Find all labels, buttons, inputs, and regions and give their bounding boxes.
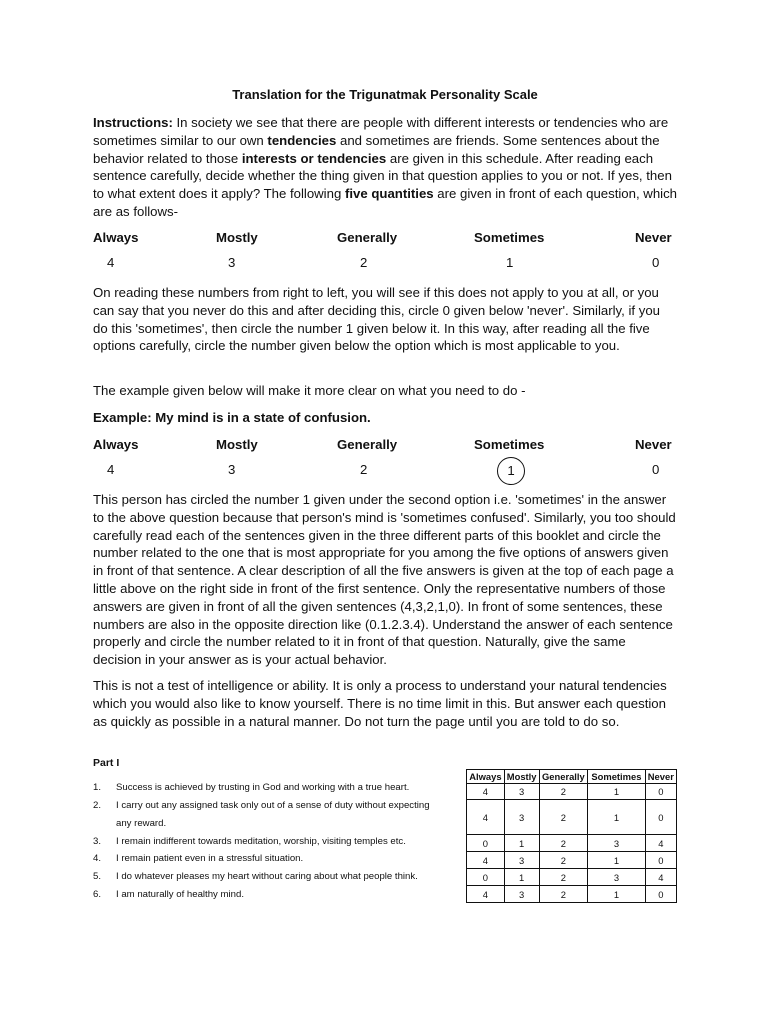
header-never: Never — [645, 770, 676, 784]
scale-values-row — [93, 255, 677, 273]
scale-label-mostly: Mostly — [216, 230, 258, 245]
table-row — [467, 886, 677, 903]
example-header-row — [93, 437, 677, 455]
example-label-mostly: Mostly — [216, 437, 258, 452]
item-number: 5. — [93, 871, 102, 882]
table-cell[interactable]: 4 — [467, 800, 505, 835]
header-mostly: Mostly — [504, 770, 539, 784]
table-cell[interactable]: 4 — [467, 784, 505, 800]
header-sometimes: Sometimes — [588, 770, 645, 784]
instructions-segment: and sometimes are friends. Some sentences about the behavior related to those — [93, 132, 660, 166]
table-cell[interactable]: 0 — [645, 784, 676, 800]
circled-value: 1 — [497, 457, 525, 485]
table-row — [467, 852, 677, 869]
item-number: 1. — [93, 782, 102, 793]
instructions-segment: are given in front of each question, which are as follows- — [93, 186, 678, 219]
example-heading: Example: My mind is in a state of confusion. — [93, 410, 371, 425]
table-cell[interactable]: 4 — [645, 835, 676, 852]
example-label-sometimes: Sometimes — [474, 437, 545, 452]
scale-value: 4 — [107, 255, 115, 270]
item-text: I do whatever pleases my heart without caring about what people think. — [116, 871, 418, 882]
table-cell[interactable]: 4 — [467, 852, 505, 869]
item-text: Success is achieved by trusting in God and working with a true heart. — [116, 782, 410, 793]
table-cell[interactable]: 3 — [588, 869, 645, 886]
response-table-header — [467, 770, 677, 784]
instructions-segment: In society we see that there are people with different interests or tendencies who are sometimes similar to our own — [93, 115, 669, 148]
part-label: Part I — [93, 757, 120, 769]
instructions-segment: interests or tendencies — [241, 150, 387, 166]
table-cell[interactable]: 1 — [588, 852, 645, 869]
table-cell[interactable]: 1 — [504, 835, 539, 852]
example-value: 4 — [107, 462, 115, 477]
header-always: Always — [467, 770, 505, 784]
page-title: Translation for the Trigunatmak Personality Scale — [232, 87, 538, 102]
table-cell[interactable]: 1 — [504, 869, 539, 886]
table-cell[interactable]: 2 — [539, 886, 588, 903]
table-cell[interactable]: 2 — [539, 835, 588, 852]
table-cell[interactable]: 0 — [645, 886, 676, 903]
item-number: 6. — [93, 889, 102, 900]
reading-paragraph: On reading these numbers from right to left, you will see if this does not apply to you at all, or you can say that you never do this and after deciding this, circle 0 given below 'never'. Similarly, if you do this 'sometimes', then circle the number 1 given below it. In this way, after reading all the five options carefully, circle the number given below the option which is most applicable to you. — [93, 285, 661, 354]
scale-value: 2 — [360, 255, 368, 270]
table-row — [467, 869, 677, 886]
example-value: 2 — [360, 462, 368, 477]
example-label-always: Always — [93, 437, 139, 452]
item-text: I remain indifferent towards meditation, worship, visiting temples etc. — [116, 836, 406, 847]
instructions-paragraph — [93, 114, 677, 221]
example-intro: The example given below will make it more clear on what you need to do - — [93, 383, 526, 398]
table-cell[interactable]: 3 — [504, 784, 539, 800]
table-cell[interactable]: 0 — [467, 869, 505, 886]
table-cell[interactable]: 4 — [645, 869, 676, 886]
table-cell[interactable]: 3 — [504, 800, 539, 835]
table-cell[interactable]: 0 — [467, 835, 505, 852]
example-value: 3 — [228, 462, 236, 477]
table-cell[interactable]: 3 — [504, 852, 539, 869]
instructions-segment: Instructions: — [93, 115, 173, 130]
item-text: I remain patient even in a stressful situation. — [116, 853, 304, 864]
table-cell[interactable]: 3 — [588, 835, 645, 852]
example-label-generally: Generally — [337, 437, 398, 452]
scale-label-sometimes: Sometimes — [474, 230, 545, 245]
item-number: 3. — [93, 836, 102, 847]
table-row — [467, 835, 677, 852]
table-row — [467, 784, 677, 800]
example-values-row — [93, 462, 677, 480]
instructions-segment: five quantities — [344, 186, 434, 202]
table-cell[interactable]: 1 — [588, 784, 645, 800]
response-table — [466, 769, 677, 903]
item-text: I carry out any assigned task only out of a sense of duty without expecting any reward. — [116, 800, 430, 829]
table-cell[interactable]: 2 — [539, 800, 588, 835]
scale-header-row — [93, 230, 677, 248]
scale-label-never: Never — [635, 230, 672, 245]
table-cell[interactable]: 2 — [539, 852, 588, 869]
item-text: I am naturally of healthy mind. — [116, 889, 244, 900]
table-cell[interactable]: 2 — [539, 784, 588, 800]
not-a-test-paragraph: This is not a test of intelligence or ability. It is only a process to understand your natural tendencies which you would also like to know yourself. There is no time limit in this. But answer each question as quickly as possible in a natural manner. Do not turn the page until you are told to do so. — [93, 678, 667, 729]
example-value: 0 — [652, 462, 660, 477]
table-cell[interactable]: 4 — [467, 886, 505, 903]
scale-label-always: Always — [93, 230, 139, 245]
table-cell[interactable]: 2 — [539, 869, 588, 886]
scale-value: 1 — [506, 255, 514, 270]
table-cell[interactable]: 1 — [588, 800, 645, 835]
item-number: 2. — [93, 800, 102, 811]
table-cell[interactable]: 3 — [504, 886, 539, 903]
item-number: 4. — [93, 853, 102, 864]
header-generally: Generally — [539, 770, 588, 784]
scale-value: 0 — [652, 255, 660, 270]
table-cell[interactable]: 0 — [645, 800, 676, 835]
instructions-segment: tendencies — [267, 132, 337, 148]
instructions-segment: are given in this schedule. After reading each sentence carefully, decide whether the thing given in that question applies to you or not. If yes, then to what extent does it apply? The following — [93, 150, 672, 202]
scale-label-generally: Generally — [337, 230, 398, 245]
scale-value: 3 — [228, 255, 236, 270]
explanation-paragraph: This person has circled the number 1 given under the second option i.e. 'sometimes' in the answer to the above question because that person's mind is 'sometimes confused'. Similarly, you too should carefully read each of the sentences given in the three different parts of this booklet and circle the number related to the one that is most appropriate for you among the five options of answers given in front of that sentence. A clear description of all the five answers is given at the top of each page a little above on the right side in front of the first sentence. Only the representative numbers of those answers are given in front of all the given sentences (4,3,2,1,0). In front of some sentences, these numbers are also in the opposite direction like (0.1.2.3.4). Understand the answer of each sentence properly and circle the number related to it in front of that question. Naturally, give the same decision in your answer as is your actual behavior. — [93, 492, 676, 668]
table-row — [467, 800, 677, 835]
table-cell[interactable]: 0 — [645, 852, 676, 869]
example-label-never: Never — [635, 437, 672, 452]
table-cell[interactable]: 1 — [588, 886, 645, 903]
